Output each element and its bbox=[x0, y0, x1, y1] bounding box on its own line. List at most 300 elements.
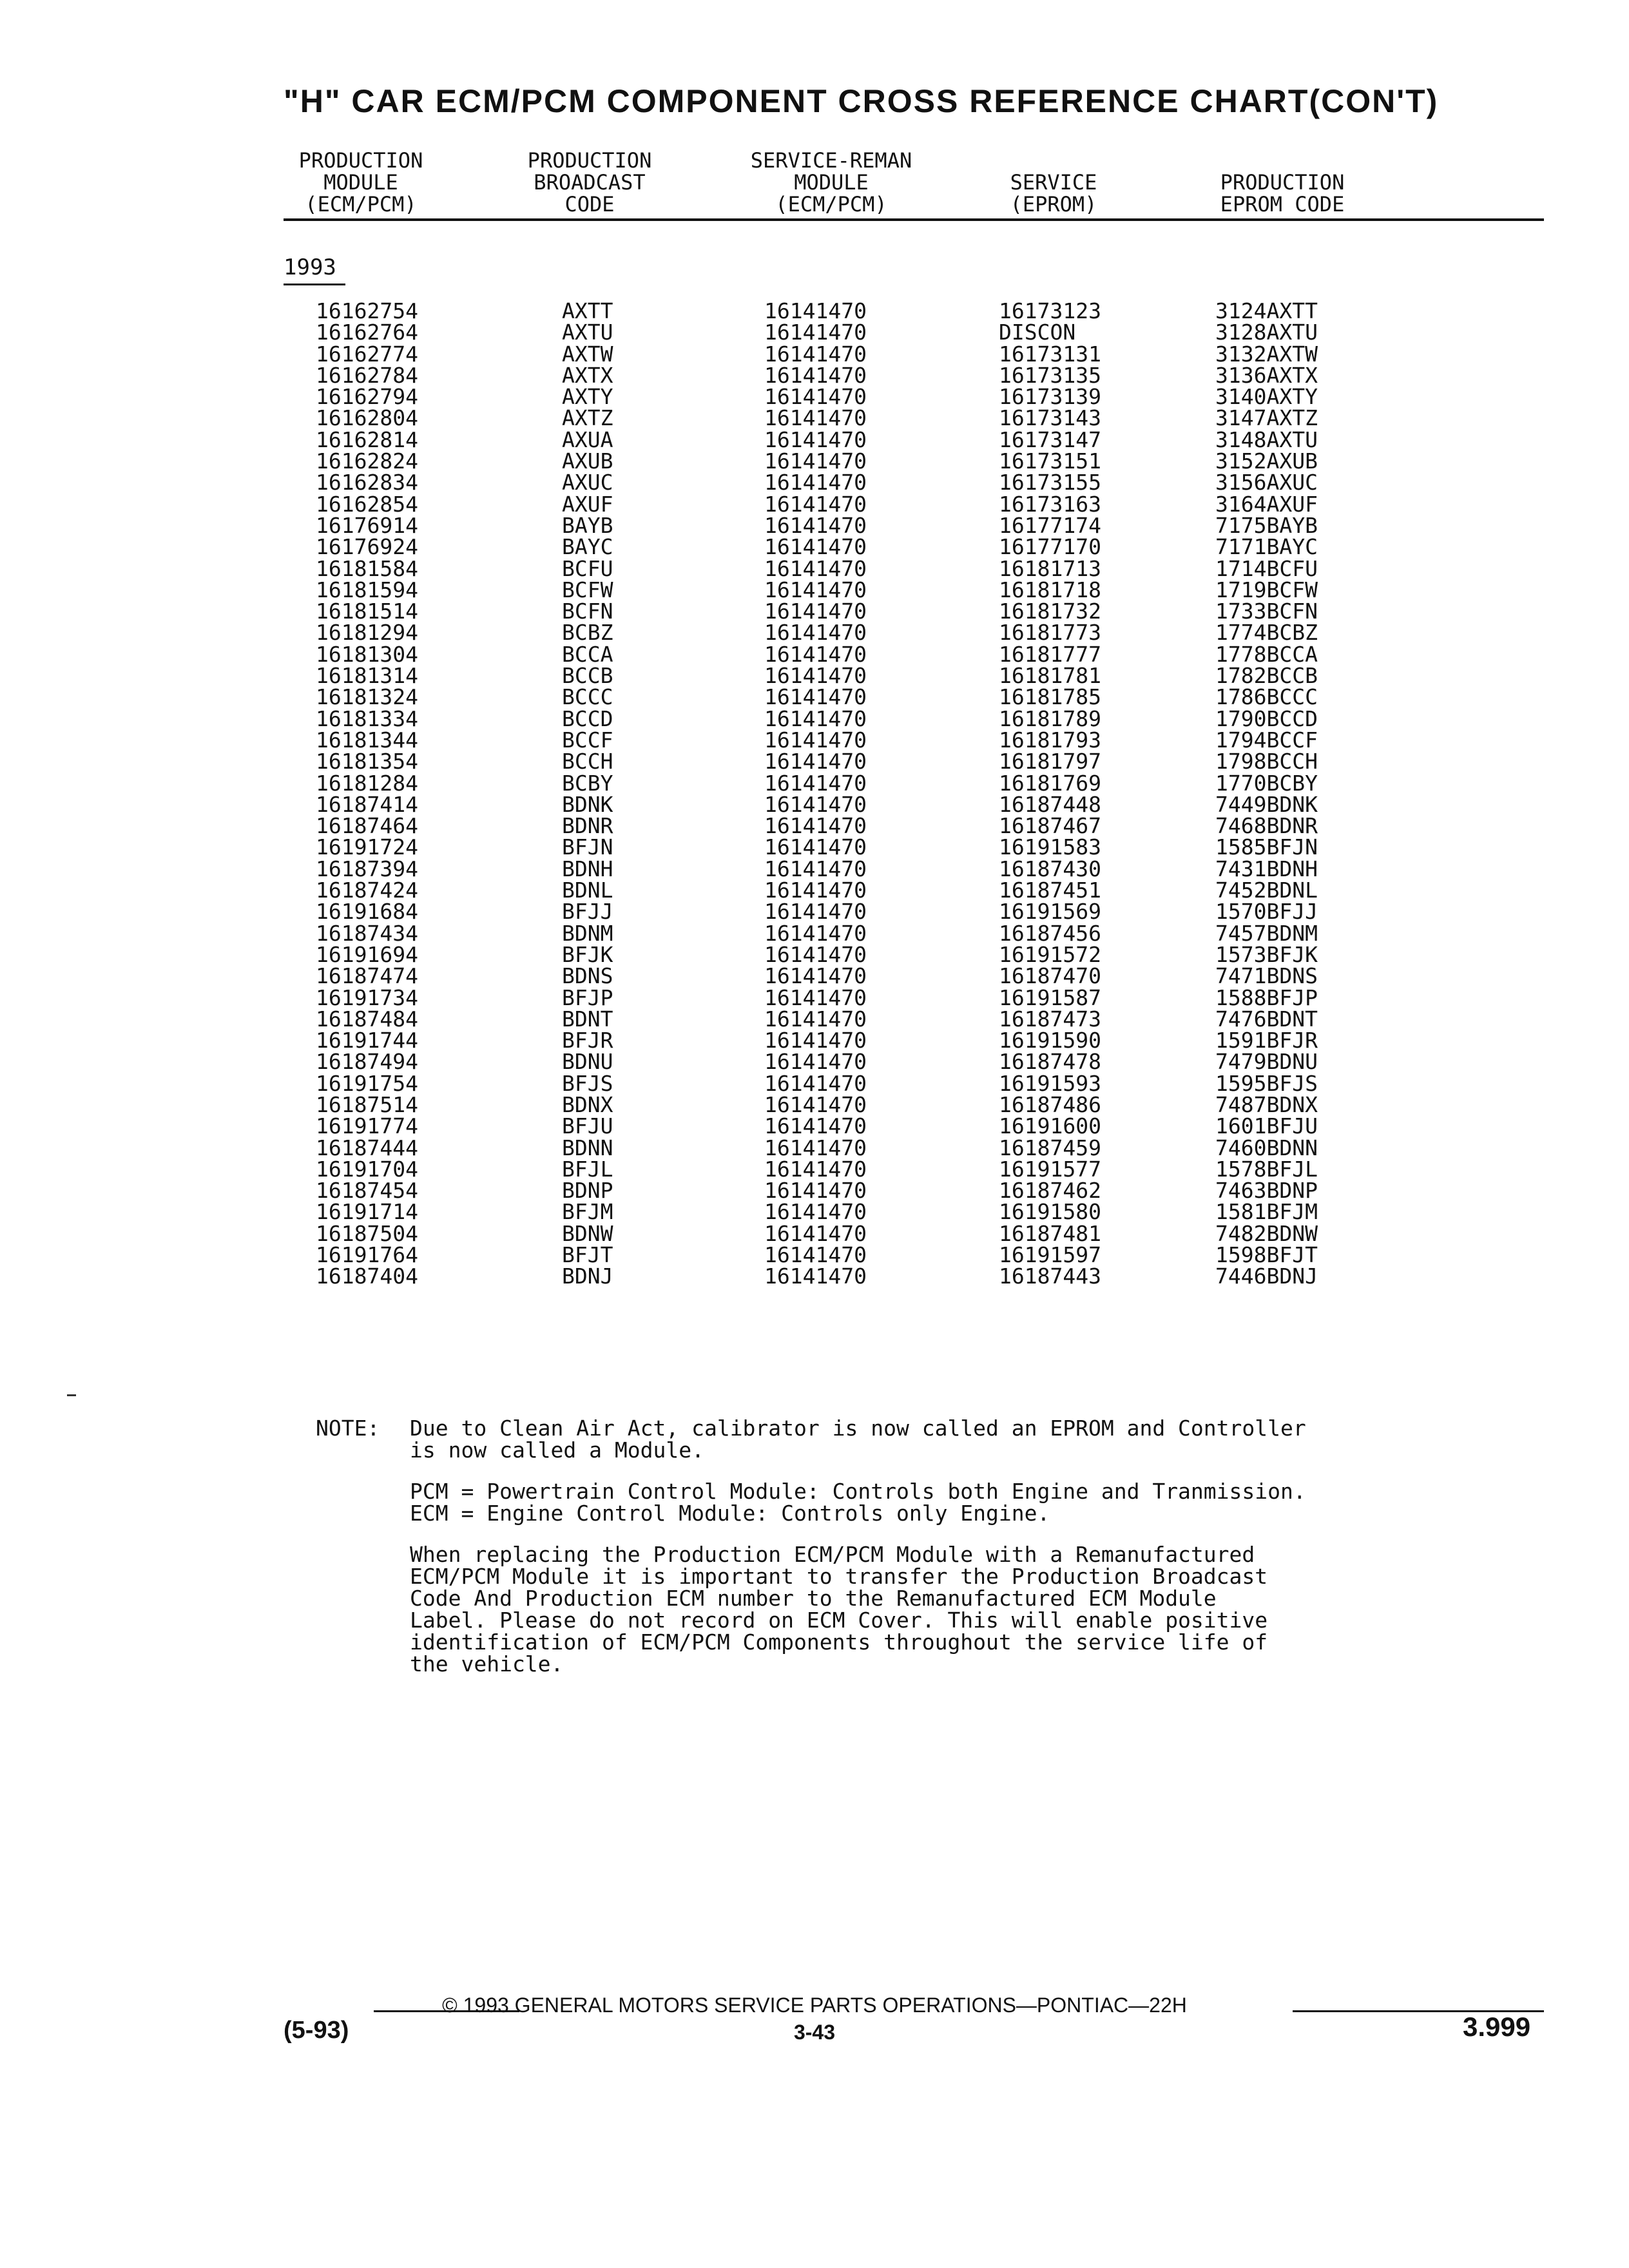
cell-service-eprom: 16173163 bbox=[999, 491, 1101, 517]
cell-service-eprom: 16181781 bbox=[999, 663, 1101, 689]
cell-service-eprom: DISCON bbox=[999, 320, 1076, 345]
table-row bbox=[0, 1178, 1629, 1204]
cell-production-module: 16187434 bbox=[316, 920, 418, 946]
table-row bbox=[0, 555, 1629, 581]
cell-production-module: 16162794 bbox=[316, 384, 418, 410]
cell-service-eprom: 16191580 bbox=[999, 1199, 1101, 1225]
cell-broadcast-code: BCFU bbox=[562, 555, 613, 581]
cell-production-eprom-code: 1585BFJN bbox=[1215, 834, 1318, 860]
cell-service-reman-module: 16141470 bbox=[764, 1113, 867, 1139]
cell-service-reman-module: 16141470 bbox=[764, 427, 867, 452]
table-row bbox=[0, 941, 1629, 967]
cell-service-eprom: 16191587 bbox=[999, 985, 1101, 1010]
cell-production-module: 16191694 bbox=[316, 941, 418, 967]
cell-production-eprom-code: 1790BCCD bbox=[1215, 706, 1318, 731]
cell-production-eprom-code: 7449BDNK bbox=[1215, 791, 1318, 817]
cell-broadcast-code: BAYB bbox=[562, 512, 613, 538]
cell-broadcast-code: BFJT bbox=[562, 1242, 613, 1268]
column-header-line bbox=[1199, 149, 1366, 171]
cell-production-eprom-code: 7460BDNN bbox=[1215, 1135, 1318, 1160]
table-row bbox=[0, 362, 1629, 388]
column-header-line bbox=[979, 149, 1128, 171]
footer-section-number: 3.999 bbox=[1463, 2012, 1531, 2042]
cell-broadcast-code: AXUF bbox=[562, 491, 613, 517]
cell-broadcast-code: BCCF bbox=[562, 727, 613, 753]
cell-service-reman-module: 16141470 bbox=[764, 1220, 867, 1246]
cell-production-eprom-code: 1774BCBZ bbox=[1215, 620, 1318, 646]
cell-service-eprom: 16181789 bbox=[999, 706, 1101, 731]
cell-service-eprom: 16187451 bbox=[999, 878, 1101, 903]
cell-production-module: 16162774 bbox=[316, 341, 418, 367]
cell-production-module: 16187444 bbox=[316, 1135, 418, 1160]
table-row bbox=[0, 322, 1629, 343]
table-row bbox=[0, 987, 1629, 1008]
column-header-line: SERVICE bbox=[1010, 170, 1097, 195]
cell-broadcast-code: BDNM bbox=[562, 920, 613, 946]
cell-broadcast-code: BFJS bbox=[562, 1070, 613, 1096]
cell-service-reman-module: 16141470 bbox=[764, 791, 867, 817]
table-row bbox=[0, 534, 1629, 560]
cell-broadcast-code: AXUB bbox=[562, 448, 613, 474]
cell-production-eprom-code: 7457BDNM bbox=[1215, 920, 1318, 946]
cell-broadcast-code: BCCC bbox=[562, 684, 613, 710]
cell-service-eprom: 16181769 bbox=[999, 770, 1101, 796]
cell-broadcast-code: BDNP bbox=[562, 1178, 613, 1204]
cell-broadcast-code: BFJJ bbox=[562, 899, 613, 925]
cell-service-reman-module: 16141470 bbox=[764, 1049, 867, 1075]
cell-broadcast-code: AXTX bbox=[562, 362, 613, 388]
cell-service-reman-module: 16141470 bbox=[764, 448, 867, 474]
cell-production-eprom-code: 7479BDNU bbox=[1215, 1049, 1318, 1075]
cell-production-eprom-code: 7476BDNT bbox=[1215, 1006, 1318, 1032]
cell-service-eprom: 16187443 bbox=[999, 1264, 1101, 1289]
cell-production-module: 16181344 bbox=[316, 727, 418, 753]
cell-production-module: 16162814 bbox=[316, 427, 418, 452]
cell-service-eprom: 16173155 bbox=[999, 470, 1101, 495]
cell-service-reman-module: 16141470 bbox=[764, 749, 867, 774]
cell-service-eprom: 16173147 bbox=[999, 427, 1101, 452]
cell-production-eprom-code: 1591BFJR bbox=[1215, 1028, 1318, 1053]
cell-broadcast-code: BCFW bbox=[562, 577, 613, 602]
cell-service-reman-module: 16141470 bbox=[764, 920, 867, 946]
cell-service-reman-module: 16141470 bbox=[764, 985, 867, 1010]
margin-mark bbox=[67, 1394, 76, 1396]
cell-service-reman-module: 16141470 bbox=[764, 1070, 867, 1096]
cell-service-eprom: 16191569 bbox=[999, 899, 1101, 925]
cell-broadcast-code: BDNR bbox=[562, 813, 613, 839]
cell-production-module: 16181284 bbox=[316, 770, 418, 796]
cell-production-module: 16162784 bbox=[316, 362, 418, 388]
column-header-line: EPROM CODE bbox=[1220, 192, 1345, 216]
cell-service-reman-module: 16141470 bbox=[764, 1156, 867, 1182]
cell-production-module: 16181304 bbox=[316, 641, 418, 667]
note-paragraph-2: PCM = Powertrain Control Module: Controls both Engine and Tranmission. ECM = Engine Control Module: Controls only Engine. bbox=[410, 1479, 1306, 1526]
cell-service-reman-module: 16141470 bbox=[764, 534, 867, 560]
cell-service-eprom: 16187481 bbox=[999, 1220, 1101, 1246]
cell-production-eprom-code: 1581BFJM bbox=[1215, 1199, 1318, 1225]
cell-service-eprom: 16187448 bbox=[999, 791, 1101, 817]
column-header-line: MODULE bbox=[794, 170, 869, 195]
cell-service-reman-module: 16141470 bbox=[764, 555, 867, 581]
table-row bbox=[0, 472, 1629, 493]
note-paragraph-3: When replacing the Production ECM/PCM Module with a Remanufactured ECM/PCM Module it is important to transfer the Production Broadcast Code And Production ECM number to the Remanufactured ECM Module Label. Please do not record on ECM Cover. This will enable positive identification of ECM/PCM Components throughout the service life of the vehicle. bbox=[410, 1542, 1268, 1677]
cell-service-reman-module: 16141470 bbox=[764, 706, 867, 731]
cell-production-module: 16162834 bbox=[316, 470, 418, 495]
table-row bbox=[0, 1158, 1629, 1180]
cell-service-reman-module: 16141470 bbox=[764, 1178, 867, 1204]
cell-production-eprom-code: 1601BFJU bbox=[1215, 1113, 1318, 1139]
table-row bbox=[0, 1070, 1629, 1096]
cell-broadcast-code: AXUA bbox=[562, 427, 613, 452]
cell-service-reman-module: 16141470 bbox=[764, 963, 867, 989]
cell-broadcast-code: BDNX bbox=[562, 1091, 613, 1117]
cell-production-eprom-code: 7175BAYB bbox=[1215, 512, 1318, 538]
table-row bbox=[0, 751, 1629, 772]
column-header-line: (EPROM) bbox=[1010, 192, 1097, 216]
cell-service-eprom: 16177174 bbox=[999, 512, 1101, 538]
cell-production-eprom-code: 1798BCCH bbox=[1215, 749, 1318, 774]
cell-service-reman-module: 16141470 bbox=[764, 1091, 867, 1117]
cell-broadcast-code: BCCA bbox=[562, 641, 613, 667]
column-header-service-reman-module bbox=[728, 149, 934, 215]
table-row bbox=[0, 813, 1629, 839]
cell-production-module: 16181584 bbox=[316, 555, 418, 581]
cell-production-eprom-code: 3128AXTU bbox=[1215, 320, 1318, 345]
table-row bbox=[0, 620, 1629, 646]
table-row bbox=[0, 1030, 1629, 1051]
cell-production-eprom-code: 7463BDNP bbox=[1215, 1178, 1318, 1204]
cell-broadcast-code: BFJP bbox=[562, 985, 613, 1010]
cell-production-module: 16187454 bbox=[316, 1178, 418, 1204]
note-paragraph-1: Due to Clean Air Act, calibrator is now called an EPROM and Controller is now called a Module. bbox=[410, 1416, 1306, 1463]
cell-production-eprom-code: 3140AXTY bbox=[1215, 384, 1318, 410]
cell-service-eprom: 16181793 bbox=[999, 727, 1101, 753]
cell-broadcast-code: AXTT bbox=[562, 298, 613, 323]
table-row bbox=[0, 1199, 1629, 1225]
cell-production-module: 16181354 bbox=[316, 749, 418, 774]
cell-production-module: 16187474 bbox=[316, 963, 418, 989]
table-row bbox=[0, 300, 1629, 322]
column-header-production-eprom-code bbox=[1199, 149, 1366, 215]
cell-service-reman-module: 16141470 bbox=[764, 1006, 867, 1032]
table-row bbox=[0, 429, 1629, 450]
cell-production-eprom-code: 7452BDNL bbox=[1215, 878, 1318, 903]
cell-service-reman-module: 16141470 bbox=[764, 856, 867, 881]
table-row bbox=[0, 579, 1629, 601]
cell-production-module: 16191774 bbox=[316, 1113, 418, 1139]
column-header-line: SERVICE-REMAN bbox=[750, 148, 912, 173]
cell-service-eprom: 16187470 bbox=[999, 963, 1101, 989]
cell-broadcast-code: BDNS bbox=[562, 963, 613, 989]
cell-service-reman-module: 16141470 bbox=[764, 684, 867, 710]
cell-production-eprom-code: 3147AXTZ bbox=[1215, 405, 1318, 431]
column-header-line: (ECM/PCM) bbox=[775, 192, 887, 216]
cell-production-eprom-code: 1770BCBY bbox=[1215, 770, 1318, 796]
footer-date: (5-93) bbox=[284, 2017, 349, 2044]
cell-service-eprom: 16191590 bbox=[999, 1028, 1101, 1053]
cell-production-module: 16187394 bbox=[316, 856, 418, 881]
cell-production-module: 16176924 bbox=[316, 534, 418, 560]
cell-production-module: 16191684 bbox=[316, 899, 418, 925]
cell-production-eprom-code: 3136AXTX bbox=[1215, 362, 1318, 388]
cell-broadcast-code: BCCB bbox=[562, 663, 613, 689]
cell-broadcast-code: BFJU bbox=[562, 1113, 613, 1139]
cell-service-reman-module: 16141470 bbox=[764, 577, 867, 602]
cell-service-eprom: 16181797 bbox=[999, 749, 1101, 774]
page-title: "H" CAR ECM/PCM COMPONENT CROSS REFERENCE CHART(CON'T) bbox=[284, 83, 1439, 119]
cell-broadcast-code: BCCD bbox=[562, 706, 613, 731]
cell-broadcast-code: BFJN bbox=[562, 834, 613, 860]
cell-production-module: 16162804 bbox=[316, 405, 418, 431]
cell-production-module: 16191714 bbox=[316, 1199, 418, 1225]
cell-service-reman-module: 16141470 bbox=[764, 384, 867, 410]
cell-service-reman-module: 16141470 bbox=[764, 320, 867, 345]
cell-broadcast-code: AXTW bbox=[562, 341, 613, 367]
table-row bbox=[0, 791, 1629, 817]
cell-broadcast-code: BDNW bbox=[562, 1220, 613, 1246]
cell-production-module: 16162764 bbox=[316, 320, 418, 345]
cell-broadcast-code: BDNJ bbox=[562, 1264, 613, 1289]
cell-service-reman-module: 16141470 bbox=[764, 941, 867, 967]
cell-broadcast-code: BFJR bbox=[562, 1028, 613, 1053]
cell-production-eprom-code: 3164AXUF bbox=[1215, 491, 1318, 517]
cell-broadcast-code: BFJM bbox=[562, 1199, 613, 1225]
cell-production-module: 16187404 bbox=[316, 1264, 418, 1289]
cell-production-eprom-code: 1719BCFW bbox=[1215, 577, 1318, 602]
table-row bbox=[0, 450, 1629, 472]
cell-production-eprom-code: 1588BFJP bbox=[1215, 985, 1318, 1010]
cell-production-module: 16191734 bbox=[316, 985, 418, 1010]
cell-broadcast-code: BDNH bbox=[562, 856, 613, 881]
table-row bbox=[0, 491, 1629, 517]
cell-production-eprom-code: 1714BCFU bbox=[1215, 555, 1318, 581]
cell-service-reman-module: 16141470 bbox=[764, 491, 867, 517]
table-row bbox=[0, 1115, 1629, 1137]
cell-broadcast-code: BCCH bbox=[562, 749, 613, 774]
cell-service-eprom: 16191597 bbox=[999, 1242, 1101, 1268]
column-header-line: (ECM/PCM) bbox=[305, 192, 417, 216]
column-header-broadcast-code bbox=[496, 149, 683, 215]
cell-production-module: 16181324 bbox=[316, 684, 418, 710]
cell-production-eprom-code: 3148AXTU bbox=[1215, 427, 1318, 452]
cell-production-module: 16181314 bbox=[316, 663, 418, 689]
table-row bbox=[0, 708, 1629, 729]
table-row bbox=[0, 1049, 1629, 1075]
table-row bbox=[0, 384, 1629, 410]
cell-broadcast-code: BAYC bbox=[562, 534, 613, 560]
cell-service-eprom: 16187459 bbox=[999, 1135, 1101, 1160]
cell-service-eprom: 16187462 bbox=[999, 1178, 1101, 1204]
cell-service-eprom: 16173135 bbox=[999, 362, 1101, 388]
cell-broadcast-code: BFJL bbox=[562, 1156, 613, 1182]
cell-production-module: 16162754 bbox=[316, 298, 418, 323]
cell-service-reman-module: 16141470 bbox=[764, 1028, 867, 1053]
cell-production-module: 16187424 bbox=[316, 878, 418, 903]
table-row bbox=[0, 1137, 1629, 1158]
cell-production-eprom-code: 7482BDNW bbox=[1215, 1220, 1318, 1246]
cell-production-eprom-code: 1598BFJT bbox=[1215, 1242, 1318, 1268]
cell-broadcast-code: BDNK bbox=[562, 791, 613, 817]
cell-production-module: 16187504 bbox=[316, 1220, 418, 1246]
cell-production-eprom-code: 1794BCCF bbox=[1215, 727, 1318, 753]
cell-broadcast-code: BDNT bbox=[562, 1006, 613, 1032]
cell-production-module: 16181594 bbox=[316, 577, 418, 602]
cell-service-reman-module: 16141470 bbox=[764, 770, 867, 796]
cell-broadcast-code: BCBZ bbox=[562, 620, 613, 646]
cell-service-eprom: 16173131 bbox=[999, 341, 1101, 367]
cell-production-eprom-code: 1733BCFN bbox=[1215, 599, 1318, 624]
cell-production-module: 16191704 bbox=[316, 1156, 418, 1182]
column-header-line: BROADCAST bbox=[534, 170, 646, 195]
note-label: NOTE: bbox=[316, 1416, 380, 1441]
year-underline bbox=[284, 284, 345, 285]
cell-production-module: 16191764 bbox=[316, 1242, 418, 1268]
cell-service-eprom: 16191593 bbox=[999, 1070, 1101, 1096]
cell-service-reman-module: 16141470 bbox=[764, 620, 867, 646]
table-row bbox=[0, 343, 1629, 365]
cell-broadcast-code: BDNU bbox=[562, 1049, 613, 1075]
cell-service-eprom: 16181785 bbox=[999, 684, 1101, 710]
cell-production-eprom-code: 7446BDNJ bbox=[1215, 1264, 1318, 1289]
cell-production-eprom-code: 3156AXUC bbox=[1215, 470, 1318, 495]
cell-broadcast-code: BFJK bbox=[562, 941, 613, 967]
cell-service-eprom: 16187430 bbox=[999, 856, 1101, 881]
column-header-line: MODULE bbox=[323, 170, 398, 195]
cell-production-eprom-code: 7171BAYC bbox=[1215, 534, 1318, 560]
table-row bbox=[0, 963, 1629, 989]
footer-copyright: © 1993 GENERAL MOTORS SERVICE PARTS OPERATIONS—PONTIAC—22H bbox=[442, 1994, 1187, 2017]
column-header-service-eprom bbox=[979, 149, 1128, 215]
cell-production-eprom-code: 1595BFJS bbox=[1215, 1070, 1318, 1096]
table-row bbox=[0, 920, 1629, 946]
table-row bbox=[0, 1220, 1629, 1246]
cell-service-eprom: 16177170 bbox=[999, 534, 1101, 560]
footer-page-number: 3-43 bbox=[793, 2021, 836, 2044]
cell-production-eprom-code: 1570BFJJ bbox=[1215, 899, 1318, 925]
column-header-production-module bbox=[277, 149, 445, 215]
column-header-line: PRODUCTION bbox=[527, 148, 652, 173]
cell-production-module: 16181334 bbox=[316, 706, 418, 731]
cell-service-reman-module: 16141470 bbox=[764, 362, 867, 388]
table-row bbox=[0, 879, 1629, 901]
cell-service-reman-module: 16141470 bbox=[764, 641, 867, 667]
cell-production-eprom-code: 7487BDNX bbox=[1215, 1091, 1318, 1117]
cell-production-module: 16191724 bbox=[316, 834, 418, 860]
table-row bbox=[0, 899, 1629, 925]
cell-production-module: 16191754 bbox=[316, 1070, 418, 1096]
column-header-line: PRODUCTION bbox=[1220, 170, 1345, 195]
cell-service-eprom: 16191583 bbox=[999, 834, 1101, 860]
cell-service-eprom: 16191572 bbox=[999, 941, 1101, 967]
cell-service-reman-module: 16141470 bbox=[764, 512, 867, 538]
cell-service-reman-module: 16141470 bbox=[764, 899, 867, 925]
cell-production-module: 16162824 bbox=[316, 448, 418, 474]
cell-production-eprom-code: 3152AXUB bbox=[1215, 448, 1318, 474]
table-row bbox=[0, 1008, 1629, 1030]
cell-broadcast-code: BDNL bbox=[562, 878, 613, 903]
table-row bbox=[0, 512, 1629, 538]
cell-service-reman-module: 16141470 bbox=[764, 1264, 867, 1289]
cell-production-eprom-code: 1573BFJK bbox=[1215, 941, 1318, 967]
cell-service-eprom: 16181713 bbox=[999, 555, 1101, 581]
cell-service-reman-module: 16141470 bbox=[764, 834, 867, 860]
cell-service-reman-module: 16141470 bbox=[764, 663, 867, 689]
cell-service-eprom: 16187478 bbox=[999, 1049, 1101, 1075]
table-row bbox=[0, 684, 1629, 710]
table-row bbox=[0, 641, 1629, 667]
cell-service-eprom: 16181732 bbox=[999, 599, 1101, 624]
cell-production-module: 16187494 bbox=[316, 1049, 418, 1075]
cell-service-reman-module: 16141470 bbox=[764, 298, 867, 323]
cell-service-reman-module: 16141470 bbox=[764, 878, 867, 903]
cell-production-module: 16181294 bbox=[316, 620, 418, 646]
cell-service-eprom: 16173123 bbox=[999, 298, 1101, 323]
header-divider bbox=[284, 218, 1544, 221]
year-label: 1993 bbox=[284, 255, 336, 280]
cross-reference-table bbox=[0, 300, 1629, 1287]
cell-service-eprom: 16173143 bbox=[999, 405, 1101, 431]
cell-production-eprom-code: 1778BCCA bbox=[1215, 641, 1318, 667]
cell-service-reman-module: 16141470 bbox=[764, 813, 867, 839]
cell-production-module: 16181514 bbox=[316, 599, 418, 624]
cell-broadcast-code: BCFN bbox=[562, 599, 613, 624]
cell-production-eprom-code: 1786BCCC bbox=[1215, 684, 1318, 710]
cell-production-eprom-code: 1782BCCB bbox=[1215, 663, 1318, 689]
cell-production-module: 16187414 bbox=[316, 791, 418, 817]
cell-production-eprom-code: 3132AXTW bbox=[1215, 341, 1318, 367]
cell-service-eprom: 16187486 bbox=[999, 1091, 1101, 1117]
cell-service-reman-module: 16141470 bbox=[764, 1135, 867, 1160]
cell-service-eprom: 16173139 bbox=[999, 384, 1101, 410]
cell-production-eprom-code: 1578BFJL bbox=[1215, 1156, 1318, 1182]
cell-service-eprom: 16181777 bbox=[999, 641, 1101, 667]
cell-broadcast-code: AXUC bbox=[562, 470, 613, 495]
cell-broadcast-code: BCBY bbox=[562, 770, 613, 796]
cell-production-module: 16187464 bbox=[316, 813, 418, 839]
cell-production-module: 16191744 bbox=[316, 1028, 418, 1053]
cell-broadcast-code: AXTU bbox=[562, 320, 613, 345]
cell-production-eprom-code: 3124AXTT bbox=[1215, 298, 1318, 323]
table-row bbox=[0, 405, 1629, 431]
column-header-line: PRODUCTION bbox=[298, 148, 423, 173]
cell-broadcast-code: BDNN bbox=[562, 1135, 613, 1160]
cell-service-reman-module: 16141470 bbox=[764, 599, 867, 624]
cell-service-eprom: 16181773 bbox=[999, 620, 1101, 646]
table-row bbox=[0, 836, 1629, 858]
cell-service-eprom: 16187467 bbox=[999, 813, 1101, 839]
table-row bbox=[0, 729, 1629, 751]
cell-production-eprom-code: 7431BDNH bbox=[1215, 856, 1318, 881]
cell-service-reman-module: 16141470 bbox=[764, 727, 867, 753]
cell-production-eprom-code: 7468BDNR bbox=[1215, 813, 1318, 839]
cell-production-eprom-code: 7471BDNS bbox=[1215, 963, 1318, 989]
column-header-line: CODE bbox=[564, 192, 615, 216]
table-row bbox=[0, 770, 1629, 796]
cell-service-eprom: 16187473 bbox=[999, 1006, 1101, 1032]
cell-service-reman-module: 16141470 bbox=[764, 405, 867, 431]
cell-production-module: 16187514 bbox=[316, 1091, 418, 1117]
cell-service-eprom: 16181718 bbox=[999, 577, 1101, 602]
cell-production-module: 16162854 bbox=[316, 491, 418, 517]
table-row bbox=[0, 1091, 1629, 1117]
table-row bbox=[0, 663, 1629, 689]
cell-service-eprom: 16173151 bbox=[999, 448, 1101, 474]
table-row bbox=[0, 858, 1629, 879]
cell-service-reman-module: 16141470 bbox=[764, 1242, 867, 1268]
cell-service-reman-module: 16141470 bbox=[764, 470, 867, 495]
cell-broadcast-code: AXTZ bbox=[562, 405, 613, 431]
table-row bbox=[0, 601, 1629, 622]
